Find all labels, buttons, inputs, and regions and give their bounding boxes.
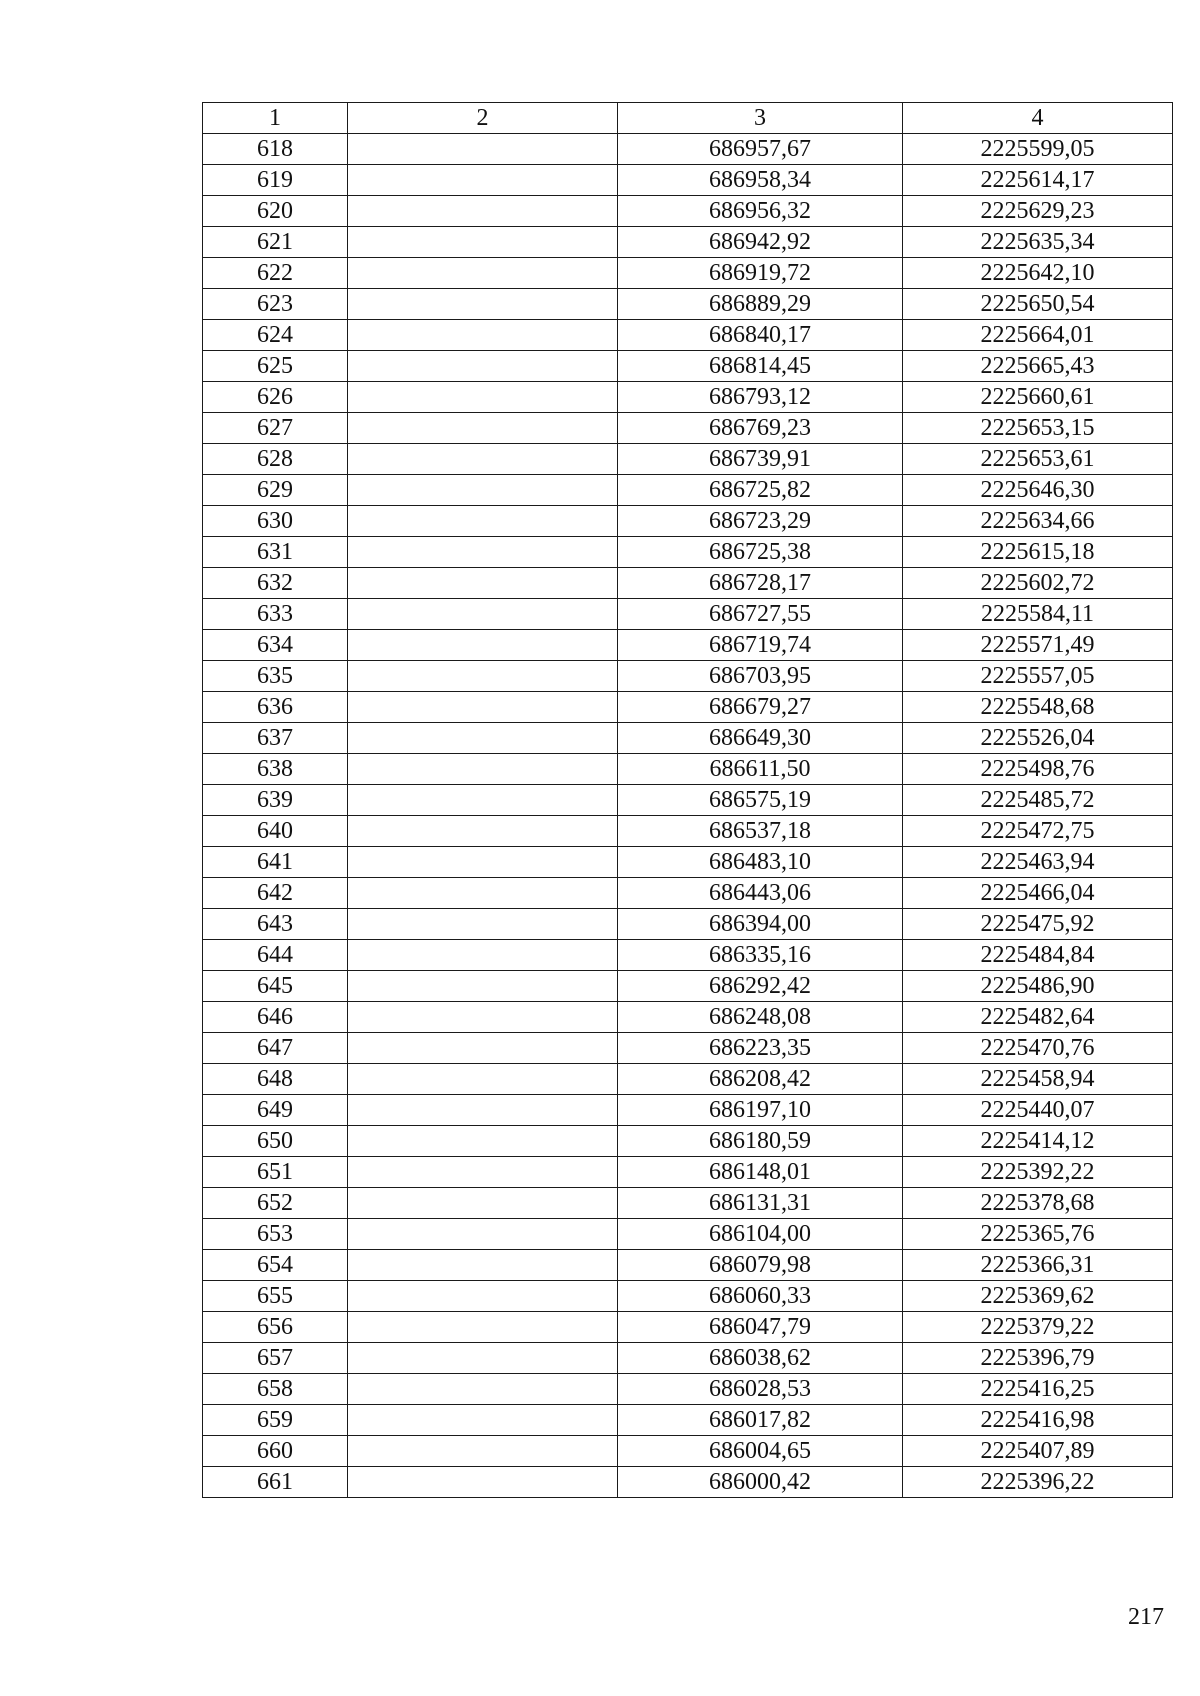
description-cell (348, 971, 618, 1002)
x-coordinate-cell: 686292,42 (618, 971, 903, 1002)
y-coordinate-cell: 2225584,11 (903, 599, 1173, 630)
point-number-cell: 659 (203, 1405, 348, 1436)
x-coordinate-cell: 686814,45 (618, 351, 903, 382)
table-row (203, 227, 1173, 258)
x-coordinate-cell: 686180,59 (618, 1126, 903, 1157)
point-number-cell: 623 (203, 289, 348, 320)
y-coordinate-cell: 2225557,05 (903, 661, 1173, 692)
column-header-3: 3 (618, 103, 903, 134)
y-coordinate-cell: 2225475,92 (903, 909, 1173, 940)
description-cell (348, 1250, 618, 1281)
y-coordinate-cell: 2225650,54 (903, 289, 1173, 320)
x-coordinate-cell: 686719,74 (618, 630, 903, 661)
point-number-cell: 634 (203, 630, 348, 661)
description-cell (348, 196, 618, 227)
description-cell (348, 723, 618, 754)
x-coordinate-cell: 686197,10 (618, 1095, 903, 1126)
y-coordinate-cell: 2225599,05 (903, 134, 1173, 165)
point-number-cell: 632 (203, 568, 348, 599)
y-coordinate-cell: 2225664,01 (903, 320, 1173, 351)
y-coordinate-cell: 2225526,04 (903, 723, 1173, 754)
description-cell (348, 320, 618, 351)
x-coordinate-cell: 686000,42 (618, 1467, 903, 1498)
table-row (203, 537, 1173, 568)
point-number-cell: 641 (203, 847, 348, 878)
x-coordinate-cell: 686079,98 (618, 1250, 903, 1281)
table-row (203, 382, 1173, 413)
description-cell (348, 1095, 618, 1126)
y-coordinate-cell: 2225440,07 (903, 1095, 1173, 1126)
y-coordinate-cell: 2225615,18 (903, 537, 1173, 568)
description-cell (348, 568, 618, 599)
description-cell (348, 1405, 618, 1436)
description-cell (348, 692, 618, 723)
y-coordinate-cell: 2225407,89 (903, 1436, 1173, 1467)
description-cell (348, 940, 618, 971)
description-cell (348, 1312, 618, 1343)
y-coordinate-cell: 2225416,25 (903, 1374, 1173, 1405)
y-coordinate-cell: 2225571,49 (903, 630, 1173, 661)
column-header-2: 2 (348, 103, 618, 134)
description-cell (348, 909, 618, 940)
table-row (203, 289, 1173, 320)
table-row (203, 1343, 1173, 1374)
description-cell (348, 1374, 618, 1405)
y-coordinate-cell: 2225660,61 (903, 382, 1173, 413)
y-coordinate-cell: 2225484,84 (903, 940, 1173, 971)
table-row (203, 1312, 1173, 1343)
point-number-cell: 627 (203, 413, 348, 444)
x-coordinate-cell: 686443,06 (618, 878, 903, 909)
description-cell (348, 1343, 618, 1374)
point-number-cell: 631 (203, 537, 348, 568)
x-coordinate-cell: 686483,10 (618, 847, 903, 878)
table-row (203, 1064, 1173, 1095)
x-coordinate-cell: 686038,62 (618, 1343, 903, 1374)
y-coordinate-cell: 2225548,68 (903, 692, 1173, 723)
y-coordinate-cell: 2225369,62 (903, 1281, 1173, 1312)
description-cell (348, 382, 618, 413)
point-number-cell: 626 (203, 382, 348, 413)
description-cell (348, 599, 618, 630)
table-row (203, 754, 1173, 785)
y-coordinate-cell: 2225634,66 (903, 506, 1173, 537)
description-cell (348, 1467, 618, 1498)
y-coordinate-cell: 2225665,43 (903, 351, 1173, 382)
table-row (203, 1002, 1173, 1033)
table-row (203, 351, 1173, 382)
x-coordinate-cell: 686725,38 (618, 537, 903, 568)
point-number-cell: 655 (203, 1281, 348, 1312)
x-coordinate-cell: 686335,16 (618, 940, 903, 971)
point-number-cell: 647 (203, 1033, 348, 1064)
table-row (203, 320, 1173, 351)
table-row (203, 661, 1173, 692)
description-cell (348, 661, 618, 692)
x-coordinate-cell: 686679,27 (618, 692, 903, 723)
x-coordinate-cell: 686047,79 (618, 1312, 903, 1343)
table-row (203, 475, 1173, 506)
y-coordinate-cell: 2225458,94 (903, 1064, 1173, 1095)
point-number-cell: 630 (203, 506, 348, 537)
point-number-cell: 629 (203, 475, 348, 506)
point-number-cell: 644 (203, 940, 348, 971)
table-row (203, 506, 1173, 537)
table-row (203, 816, 1173, 847)
description-cell (348, 475, 618, 506)
table-row (203, 1033, 1173, 1064)
point-number-cell: 619 (203, 165, 348, 196)
point-number-cell: 624 (203, 320, 348, 351)
table-row (203, 1126, 1173, 1157)
point-number-cell: 621 (203, 227, 348, 258)
point-number-cell: 660 (203, 1436, 348, 1467)
table-body (203, 134, 1173, 1498)
description-cell (348, 878, 618, 909)
x-coordinate-cell: 686728,17 (618, 568, 903, 599)
description-cell (348, 537, 618, 568)
x-coordinate-cell: 686956,32 (618, 196, 903, 227)
y-coordinate-cell: 2225396,79 (903, 1343, 1173, 1374)
table-row (203, 1281, 1173, 1312)
description-cell (348, 847, 618, 878)
x-coordinate-cell: 686611,50 (618, 754, 903, 785)
point-number-cell: 628 (203, 444, 348, 475)
point-number-cell: 656 (203, 1312, 348, 1343)
column-header-1: 1 (203, 103, 348, 134)
x-coordinate-cell: 686223,35 (618, 1033, 903, 1064)
y-coordinate-cell: 2225653,61 (903, 444, 1173, 475)
description-cell (348, 258, 618, 289)
point-number-cell: 645 (203, 971, 348, 1002)
point-number-cell: 654 (203, 1250, 348, 1281)
y-coordinate-cell: 2225396,22 (903, 1467, 1173, 1498)
y-coordinate-cell: 2225486,90 (903, 971, 1173, 1002)
x-coordinate-cell: 686248,08 (618, 1002, 903, 1033)
description-cell (348, 1436, 618, 1467)
description-cell (348, 1219, 618, 1250)
column-header-4: 4 (903, 103, 1173, 134)
point-number-cell: 620 (203, 196, 348, 227)
point-number-cell: 633 (203, 599, 348, 630)
description-cell (348, 444, 618, 475)
x-coordinate-cell: 686958,34 (618, 165, 903, 196)
x-coordinate-cell: 686004,65 (618, 1436, 903, 1467)
description-cell (348, 1281, 618, 1312)
y-coordinate-cell: 2225653,15 (903, 413, 1173, 444)
table-row (203, 723, 1173, 754)
table-row (203, 444, 1173, 475)
point-number-cell: 637 (203, 723, 348, 754)
coordinates-table (202, 102, 1173, 1498)
description-cell (348, 1064, 618, 1095)
table-row (203, 165, 1173, 196)
y-coordinate-cell: 2225466,04 (903, 878, 1173, 909)
point-number-cell: 651 (203, 1157, 348, 1188)
description-cell (348, 134, 618, 165)
table-row (203, 1157, 1173, 1188)
x-coordinate-cell: 686649,30 (618, 723, 903, 754)
table-row (203, 847, 1173, 878)
point-number-cell: 649 (203, 1095, 348, 1126)
x-coordinate-cell: 686725,82 (618, 475, 903, 506)
point-number-cell: 642 (203, 878, 348, 909)
table-row (203, 1405, 1173, 1436)
point-number-cell: 658 (203, 1374, 348, 1405)
description-cell (348, 413, 618, 444)
description-cell (348, 227, 618, 258)
point-number-cell: 640 (203, 816, 348, 847)
x-coordinate-cell: 686703,95 (618, 661, 903, 692)
x-coordinate-cell: 686727,55 (618, 599, 903, 630)
y-coordinate-cell: 2225498,76 (903, 754, 1173, 785)
table-row (203, 630, 1173, 661)
table-row (203, 413, 1173, 444)
point-number-cell: 618 (203, 134, 348, 165)
table-row (203, 1095, 1173, 1126)
y-coordinate-cell: 2225392,22 (903, 1157, 1173, 1188)
description-cell (348, 506, 618, 537)
y-coordinate-cell: 2225414,12 (903, 1126, 1173, 1157)
table-row (203, 1436, 1173, 1467)
x-coordinate-cell: 686537,18 (618, 816, 903, 847)
table-row (203, 1374, 1173, 1405)
y-coordinate-cell: 2225646,30 (903, 475, 1173, 506)
description-cell (348, 785, 618, 816)
y-coordinate-cell: 2225470,76 (903, 1033, 1173, 1064)
x-coordinate-cell: 686028,53 (618, 1374, 903, 1405)
point-number-cell: 636 (203, 692, 348, 723)
x-coordinate-cell: 686840,17 (618, 320, 903, 351)
table-row (203, 1219, 1173, 1250)
table-row (203, 1250, 1173, 1281)
table-header-row (203, 103, 1173, 134)
point-number-cell: 622 (203, 258, 348, 289)
x-coordinate-cell: 686957,67 (618, 134, 903, 165)
point-number-cell: 639 (203, 785, 348, 816)
description-cell (348, 351, 618, 382)
y-coordinate-cell: 2225379,22 (903, 1312, 1173, 1343)
table-row (203, 878, 1173, 909)
x-coordinate-cell: 686793,12 (618, 382, 903, 413)
x-coordinate-cell: 686104,00 (618, 1219, 903, 1250)
description-cell (348, 1033, 618, 1064)
description-cell (348, 1002, 618, 1033)
y-coordinate-cell: 2225614,17 (903, 165, 1173, 196)
description-cell (348, 165, 618, 196)
table-row (203, 909, 1173, 940)
description-cell (348, 1188, 618, 1219)
point-number-cell: 635 (203, 661, 348, 692)
table-row (203, 1467, 1173, 1498)
y-coordinate-cell: 2225485,72 (903, 785, 1173, 816)
table-row (203, 599, 1173, 630)
page-number: 217 (1128, 1604, 1164, 1630)
table-row (203, 940, 1173, 971)
x-coordinate-cell: 686889,29 (618, 289, 903, 320)
x-coordinate-cell: 686208,42 (618, 1064, 903, 1095)
x-coordinate-cell: 686017,82 (618, 1405, 903, 1436)
table-row (203, 196, 1173, 227)
x-coordinate-cell: 686575,19 (618, 785, 903, 816)
x-coordinate-cell: 686723,29 (618, 506, 903, 537)
y-coordinate-cell: 2225602,72 (903, 568, 1173, 599)
table-row (203, 258, 1173, 289)
point-number-cell: 648 (203, 1064, 348, 1095)
x-coordinate-cell: 686060,33 (618, 1281, 903, 1312)
table-row (203, 568, 1173, 599)
y-coordinate-cell: 2225482,64 (903, 1002, 1173, 1033)
point-number-cell: 625 (203, 351, 348, 382)
x-coordinate-cell: 686769,23 (618, 413, 903, 444)
point-number-cell: 638 (203, 754, 348, 785)
x-coordinate-cell: 686919,72 (618, 258, 903, 289)
y-coordinate-cell: 2225463,94 (903, 847, 1173, 878)
table-row (203, 971, 1173, 1002)
point-number-cell: 661 (203, 1467, 348, 1498)
point-number-cell: 652 (203, 1188, 348, 1219)
y-coordinate-cell: 2225629,23 (903, 196, 1173, 227)
y-coordinate-cell: 2225378,68 (903, 1188, 1173, 1219)
table-row (203, 134, 1173, 165)
y-coordinate-cell: 2225635,34 (903, 227, 1173, 258)
y-coordinate-cell: 2225642,10 (903, 258, 1173, 289)
table-row (203, 692, 1173, 723)
description-cell (348, 289, 618, 320)
point-number-cell: 643 (203, 909, 348, 940)
description-cell (348, 816, 618, 847)
table-row (203, 785, 1173, 816)
x-coordinate-cell: 686942,92 (618, 227, 903, 258)
y-coordinate-cell: 2225416,98 (903, 1405, 1173, 1436)
x-coordinate-cell: 686394,00 (618, 909, 903, 940)
x-coordinate-cell: 686148,01 (618, 1157, 903, 1188)
y-coordinate-cell: 2225472,75 (903, 816, 1173, 847)
point-number-cell: 650 (203, 1126, 348, 1157)
y-coordinate-cell: 2225366,31 (903, 1250, 1173, 1281)
y-coordinate-cell: 2225365,76 (903, 1219, 1173, 1250)
x-coordinate-cell: 686131,31 (618, 1188, 903, 1219)
point-number-cell: 646 (203, 1002, 348, 1033)
table-row (203, 1188, 1173, 1219)
description-cell (348, 754, 618, 785)
x-coordinate-cell: 686739,91 (618, 444, 903, 475)
point-number-cell: 657 (203, 1343, 348, 1374)
description-cell (348, 1157, 618, 1188)
description-cell (348, 1126, 618, 1157)
point-number-cell: 653 (203, 1219, 348, 1250)
description-cell (348, 630, 618, 661)
